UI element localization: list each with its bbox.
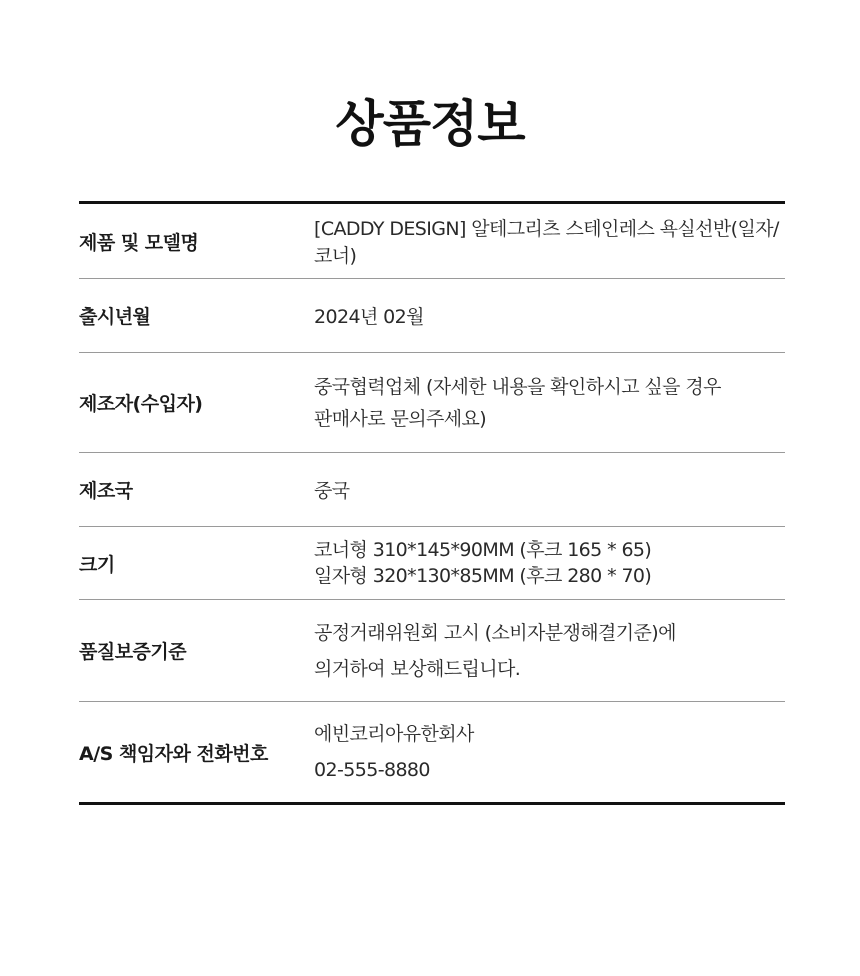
row-label: 출시년월 xyxy=(79,306,151,328)
row-value xyxy=(314,537,785,589)
row-label: 제조자(수입자) xyxy=(79,393,203,415)
value-line: 중국 xyxy=(314,480,350,502)
table-row-size xyxy=(79,527,785,600)
table-row-product-model xyxy=(79,204,785,279)
page-title: 상품정보 xyxy=(335,95,525,153)
row-label: 제품 및 모델명 xyxy=(79,231,199,254)
value-line: 판매사로 문의주세요) xyxy=(314,407,487,430)
row-label: 크기 xyxy=(79,553,115,576)
table-row-release-date xyxy=(79,279,785,353)
row-value xyxy=(314,371,785,435)
table-row-country xyxy=(79,453,785,527)
value-line: 02-555-8880 xyxy=(314,759,430,781)
value-line: 의거하여 보상해드립니다. xyxy=(314,657,521,680)
row-value xyxy=(314,716,785,788)
value-line: 에빈코리아유한회사 xyxy=(314,723,474,745)
row-label: 제조국 xyxy=(79,480,133,502)
row-label: A/S 책임자와 전화번호 xyxy=(79,742,268,765)
row-value xyxy=(314,615,785,687)
table-row-manufacturer xyxy=(79,353,785,453)
row-value xyxy=(314,214,785,268)
product-info-table xyxy=(79,201,785,805)
value-line: 중국협력업체 (자세한 내용을 확인하시고 싶을 경우 xyxy=(314,375,721,398)
value-line: 2024년 02월 xyxy=(314,306,424,328)
row-label: 품질보증기준 xyxy=(79,641,187,663)
value-line: 공정거래위원회 고시 (소비자분쟁해결기준)에 xyxy=(314,621,676,644)
row-value xyxy=(314,302,785,329)
value-line: [CADDY DESIGN] 알테그리츠 스테인레스 욕실선반(일자/코너) xyxy=(314,218,779,267)
table-row-as-contact xyxy=(79,702,785,802)
value-line: 코너형 310*145*90MM (후크 165 * 65) xyxy=(314,539,652,561)
table-row-warranty xyxy=(79,600,785,702)
value-line: 일자형 320*130*85MM (후크 280 * 70) xyxy=(314,565,652,587)
row-value xyxy=(314,476,785,503)
